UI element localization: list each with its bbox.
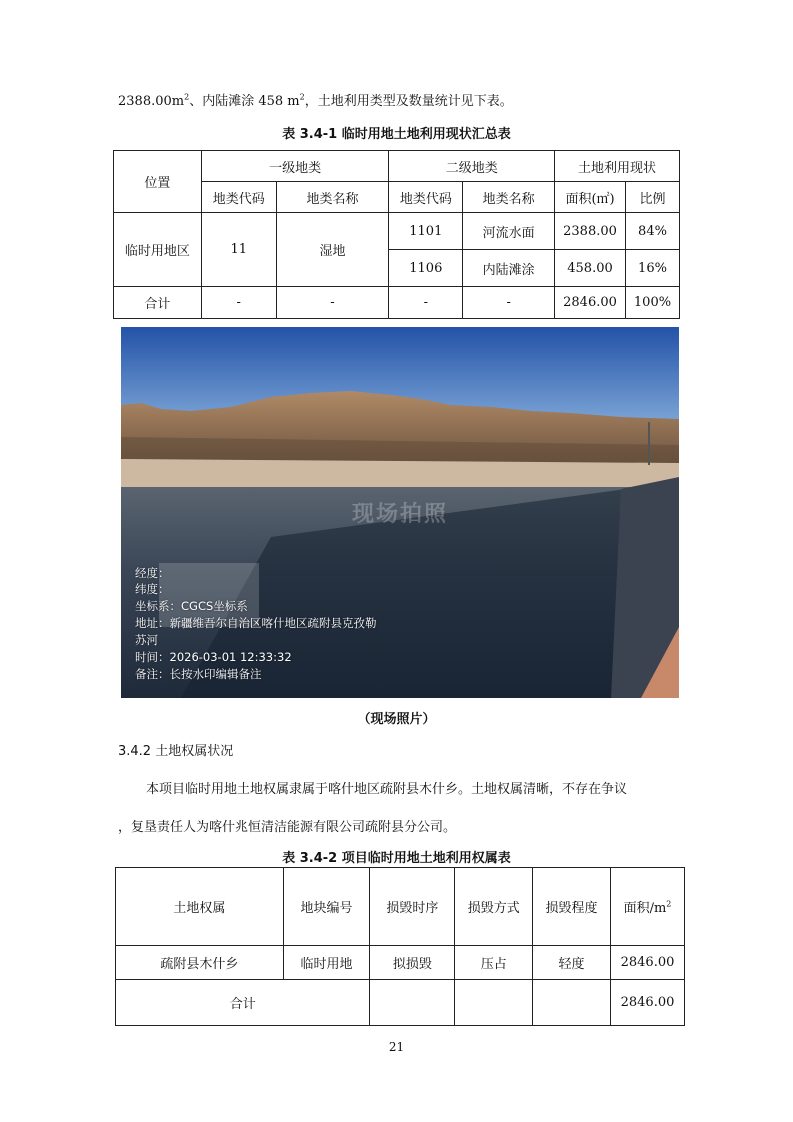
header-location: 位置: [114, 151, 202, 213]
cell-ratio: 84%: [626, 213, 680, 250]
paragraph-line-1: 本项目临时用地土地权属隶属于喀什地区疏附县木什乡。土地权属清晰，不存在争议: [146, 782, 628, 797]
cell-plot: 临时用地: [283, 946, 370, 980]
header-area-text: 面积/m: [623, 901, 667, 916]
header-timing: 损毁时序: [370, 868, 455, 946]
header-degree: 损毁程度: [533, 868, 611, 946]
cell-location: 临时用地区: [114, 213, 202, 287]
total-empty-1: [370, 980, 455, 1026]
cell-name2: 内陆滩涂: [463, 250, 555, 287]
photo-address-1: 地址：新疆维吾尔自治区喀什地区疏附县克孜勒: [135, 616, 377, 630]
cell-timing: 拟损毁: [370, 946, 455, 980]
cell-code2: 1106: [389, 250, 463, 287]
table2-total-row: [116, 980, 685, 1026]
cell-area: 2846.00: [610, 946, 684, 980]
header-area: 面积(㎡): [555, 182, 626, 213]
photo-latitude: 纬度：: [135, 582, 170, 596]
table1-header-row-1: [114, 151, 680, 182]
cell-ownership: 疏附县木什乡: [116, 946, 284, 980]
total-empty-3: [533, 980, 611, 1026]
header-name2: 地类名称: [463, 182, 555, 213]
photo-longitude: 经度：: [135, 566, 170, 580]
cell-name2: 河流水面: [463, 213, 555, 250]
photo-crs: 坐标系：CGCS坐标系: [135, 599, 248, 613]
header-ratio: 比例: [626, 182, 680, 213]
intro-sup-1: 2: [184, 92, 190, 102]
header-code2: 地类代码: [389, 182, 463, 213]
total-empty-2: [455, 980, 533, 1026]
intro-text-3: ，土地利用类型及数量统计见下表。: [304, 94, 513, 109]
intro-text-1: 2388.00m: [118, 94, 185, 109]
paragraph-line-2: ，复垦责任人为喀什兆恒清洁能源有限公司疏附县分公司。: [118, 820, 457, 835]
photo-time: 时间：2026-03-01 12:33:32: [135, 650, 292, 664]
photo-note: 备注：长按水印编辑备注: [135, 667, 262, 681]
land-use-summary-table: [113, 150, 680, 319]
header-code1: 地类代码: [201, 182, 276, 213]
photo-caption: （现场照片）: [357, 712, 436, 727]
header-name1: 地类名称: [276, 182, 389, 213]
header-ownership: 土地权属: [116, 868, 284, 946]
total-name1: -: [276, 287, 389, 319]
total-area: 2846.00: [610, 980, 684, 1026]
header-status: 土地利用现状: [555, 151, 680, 182]
cell-name1: 湿地: [276, 213, 389, 287]
total-code1: -: [201, 287, 276, 319]
total-label: 合计: [116, 980, 370, 1026]
intro-line: [118, 90, 513, 109]
header-area-sup: 2: [666, 899, 672, 909]
cell-ratio: 16%: [626, 250, 680, 287]
table1-caption: 表 3.4-1 临时用地土地利用现状汇总表: [282, 127, 511, 142]
page-number: 21: [388, 1040, 405, 1054]
table2-caption: 表 3.4-2 项目临时用地土地利用权属表: [282, 851, 511, 866]
cell-code1: 11: [201, 213, 276, 287]
land-ownership-table: [115, 867, 685, 1026]
cell-degree: 轻度: [533, 946, 611, 980]
header-level2: 二级地类: [389, 151, 555, 182]
header-plot: 地块编号: [283, 868, 370, 946]
cell-area: 2388.00: [555, 213, 626, 250]
intro-text-2: 、内陆滩涂 458 m: [189, 94, 300, 109]
cell-code2: 1101: [389, 213, 463, 250]
table2-header-row: [116, 868, 685, 946]
section-title: 3.4.2 土地权属状况: [118, 744, 234, 759]
total-area: 2846.00: [555, 287, 626, 319]
riverbank: [121, 459, 679, 489]
intro-sup-2: 2: [299, 92, 305, 102]
total-code2: -: [389, 287, 463, 319]
table1-total-row: [114, 287, 680, 319]
table2-data-row: [116, 946, 685, 980]
header-level1: 一级地类: [201, 151, 389, 182]
total-ratio: 100%: [626, 287, 680, 319]
cell-method: 压占: [455, 946, 533, 980]
header-area: [610, 868, 684, 946]
header-method: 损毁方式: [455, 868, 533, 946]
site-photo: [121, 327, 679, 698]
photo-watermark: 现场拍照: [351, 502, 448, 527]
total-label: 合计: [114, 287, 202, 319]
total-name2: -: [463, 287, 555, 319]
cell-area: 458.00: [555, 250, 626, 287]
table1-row-river: [114, 213, 680, 250]
photo-address-2: 苏河: [135, 633, 158, 647]
